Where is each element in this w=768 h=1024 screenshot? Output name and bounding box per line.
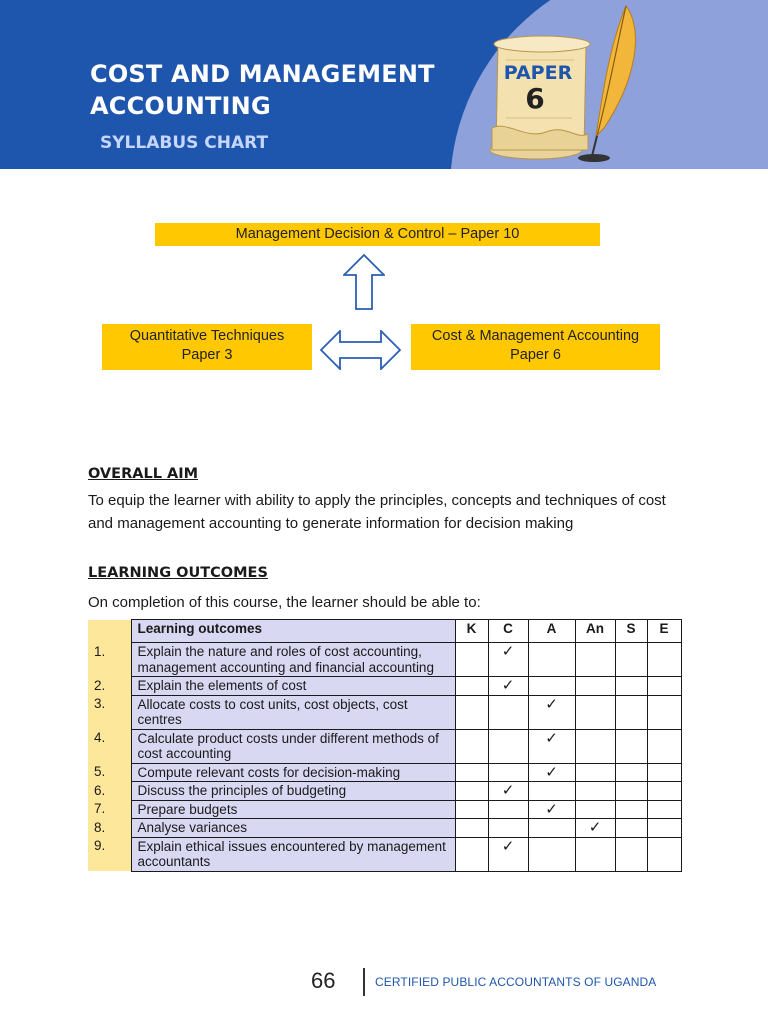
row-number: 4. xyxy=(88,729,131,763)
row-number: 3. xyxy=(88,695,131,729)
check-icon: ✓ xyxy=(545,762,558,781)
level-cell-c xyxy=(488,782,528,801)
level-cell-k xyxy=(455,819,488,838)
header-k: K xyxy=(455,620,488,643)
row-number: 1. xyxy=(88,643,131,677)
level-cell-an xyxy=(575,782,615,801)
row-outcome-text: Analyse variances xyxy=(131,819,455,838)
table-body xyxy=(88,643,681,872)
level-cell-c xyxy=(488,643,528,677)
level-cell-a xyxy=(528,643,575,677)
diagram-box-right xyxy=(411,324,660,370)
level-cell-e xyxy=(647,782,681,801)
level-cell-an xyxy=(575,819,615,838)
header-c: C xyxy=(488,620,528,643)
level-cell-s xyxy=(615,729,647,763)
learning-outcomes-intro: On completion of this course, the learner should be able to: xyxy=(88,594,481,611)
diagram-box-left-line2: Paper 3 xyxy=(181,347,233,363)
header-s: S xyxy=(615,620,647,643)
row-outcome-text: Prepare budgets xyxy=(131,800,455,819)
title-line-2: ACCOUNTING xyxy=(90,92,271,120)
level-cell-e xyxy=(647,729,681,763)
level-cell-a xyxy=(528,800,575,819)
check-icon: ✓ xyxy=(501,781,515,799)
level-cell-a xyxy=(528,763,575,782)
footer-organization: CERTIFIED PUBLIC ACCOUNTANTS OF UGANDA xyxy=(375,975,657,989)
diagram-box-left-line1: Quantitative Techniques xyxy=(129,328,285,344)
diagram-box-top xyxy=(155,223,600,246)
row-outcome-text: Discuss the principles of budgeting xyxy=(131,782,455,801)
check-icon: ✓ xyxy=(588,818,602,836)
table-row xyxy=(88,643,681,677)
row-number: 9. xyxy=(88,837,131,871)
row-number: 5. xyxy=(88,763,131,782)
level-cell-an xyxy=(575,800,615,819)
level-cell-c xyxy=(488,800,528,819)
table-row xyxy=(88,677,681,696)
row-number: 2. xyxy=(88,677,131,696)
level-cell-a xyxy=(528,837,575,871)
level-cell-k xyxy=(455,729,488,763)
diagram-box-right-line2: Paper 6 xyxy=(510,347,561,363)
level-cell-an xyxy=(575,763,615,782)
diagram-box-top-label: Management Decision & Control – Paper 10 xyxy=(235,226,520,242)
row-number: 6. xyxy=(88,782,131,801)
table-row xyxy=(88,837,681,871)
table-row xyxy=(88,763,681,782)
row-outcome-text: Explain the elements of cost xyxy=(131,677,455,696)
row-number: 8. xyxy=(88,819,131,838)
table-row xyxy=(88,695,681,729)
level-cell-c xyxy=(488,729,528,763)
level-cell-an xyxy=(575,837,615,871)
level-cell-a xyxy=(528,729,575,763)
row-outcome-text: Explain the nature and roles of cost accounting, management accounting and financial accounting xyxy=(131,643,455,677)
level-cell-c xyxy=(488,763,528,782)
level-cell-a xyxy=(528,819,575,838)
level-cell-a xyxy=(528,677,575,696)
table-row xyxy=(88,819,681,838)
page-subtitle: SYLLABUS CHART xyxy=(100,133,269,153)
diagram-box-left xyxy=(102,324,312,370)
level-cell-k xyxy=(455,837,488,871)
level-cell-c xyxy=(488,819,528,838)
level-cell-a xyxy=(528,695,575,729)
table-header-row xyxy=(88,620,681,643)
level-cell-k xyxy=(455,800,488,819)
level-cell-s xyxy=(615,677,647,696)
footer-divider xyxy=(363,968,365,996)
level-cell-k xyxy=(455,763,488,782)
level-cell-s xyxy=(615,763,647,782)
level-cell-an xyxy=(575,677,615,696)
level-cell-e xyxy=(647,819,681,838)
row-outcome-text: Allocate costs to cost units, cost objects, cost centres xyxy=(131,695,455,729)
left-right-arrow-icon xyxy=(320,330,401,370)
level-cell-a xyxy=(528,782,575,801)
level-cell-s xyxy=(615,819,647,838)
level-cell-k xyxy=(455,782,488,801)
table-row xyxy=(88,782,681,801)
learning-outcomes-table xyxy=(88,619,682,872)
header-num-cell xyxy=(88,620,131,643)
level-cell-s xyxy=(615,837,647,871)
check-icon: ✓ xyxy=(545,694,558,713)
title-line-1: COST AND MANAGEMENT xyxy=(90,60,435,88)
level-cell-k xyxy=(455,677,488,696)
row-number: 7. xyxy=(88,800,131,819)
level-cell-s xyxy=(615,695,647,729)
level-cell-c xyxy=(488,695,528,729)
header-outcome: Learning outcomes xyxy=(131,620,455,643)
diagram-box-right-line1: Cost & Management Accounting xyxy=(431,328,640,344)
learning-outcomes-heading: LEARNING OUTCOMES xyxy=(88,565,268,581)
level-cell-k xyxy=(455,695,488,729)
level-cell-an xyxy=(575,695,615,729)
row-outcome-text: Calculate product costs under different methods of cost accounting xyxy=(131,729,455,763)
check-icon: ✓ xyxy=(501,642,515,660)
header-a: A xyxy=(528,620,575,643)
level-cell-e xyxy=(647,763,681,782)
up-arrow-icon xyxy=(343,254,385,310)
level-cell-e xyxy=(647,800,681,819)
check-icon: ✓ xyxy=(545,728,558,747)
level-cell-e xyxy=(647,837,681,871)
table-row xyxy=(88,800,681,819)
header-e: E xyxy=(647,620,681,643)
check-icon: ✓ xyxy=(501,836,515,855)
level-cell-an xyxy=(575,643,615,677)
level-cell-s xyxy=(615,800,647,819)
level-cell-e xyxy=(647,643,681,677)
overall-aim-text: To equip the learner with ability to apply the principles, concepts and techniques of cost and management accounting to generate information for decision making xyxy=(88,492,666,532)
level-cell-s xyxy=(615,782,647,801)
row-outcome-text: Explain ethical issues encountered by management accountants xyxy=(131,837,455,871)
paper-label: PAPER xyxy=(503,62,573,84)
page-title xyxy=(90,58,435,122)
check-icon: ✓ xyxy=(501,676,515,694)
table-row xyxy=(88,729,681,763)
level-cell-e xyxy=(647,695,681,729)
overall-aim-heading: OVERALL AIM xyxy=(88,466,199,482)
level-cell-s xyxy=(615,643,647,677)
level-cell-c xyxy=(488,837,528,871)
level-cell-c xyxy=(488,677,528,696)
row-outcome-text: Compute relevant costs for decision-making xyxy=(131,763,455,782)
level-cell-k xyxy=(455,643,488,677)
paper-number: 6 xyxy=(525,82,545,115)
header-an: An xyxy=(575,620,615,643)
check-icon: ✓ xyxy=(545,799,558,818)
page-number: 66 xyxy=(311,968,336,993)
level-cell-e xyxy=(647,677,681,696)
level-cell-an xyxy=(575,729,615,763)
